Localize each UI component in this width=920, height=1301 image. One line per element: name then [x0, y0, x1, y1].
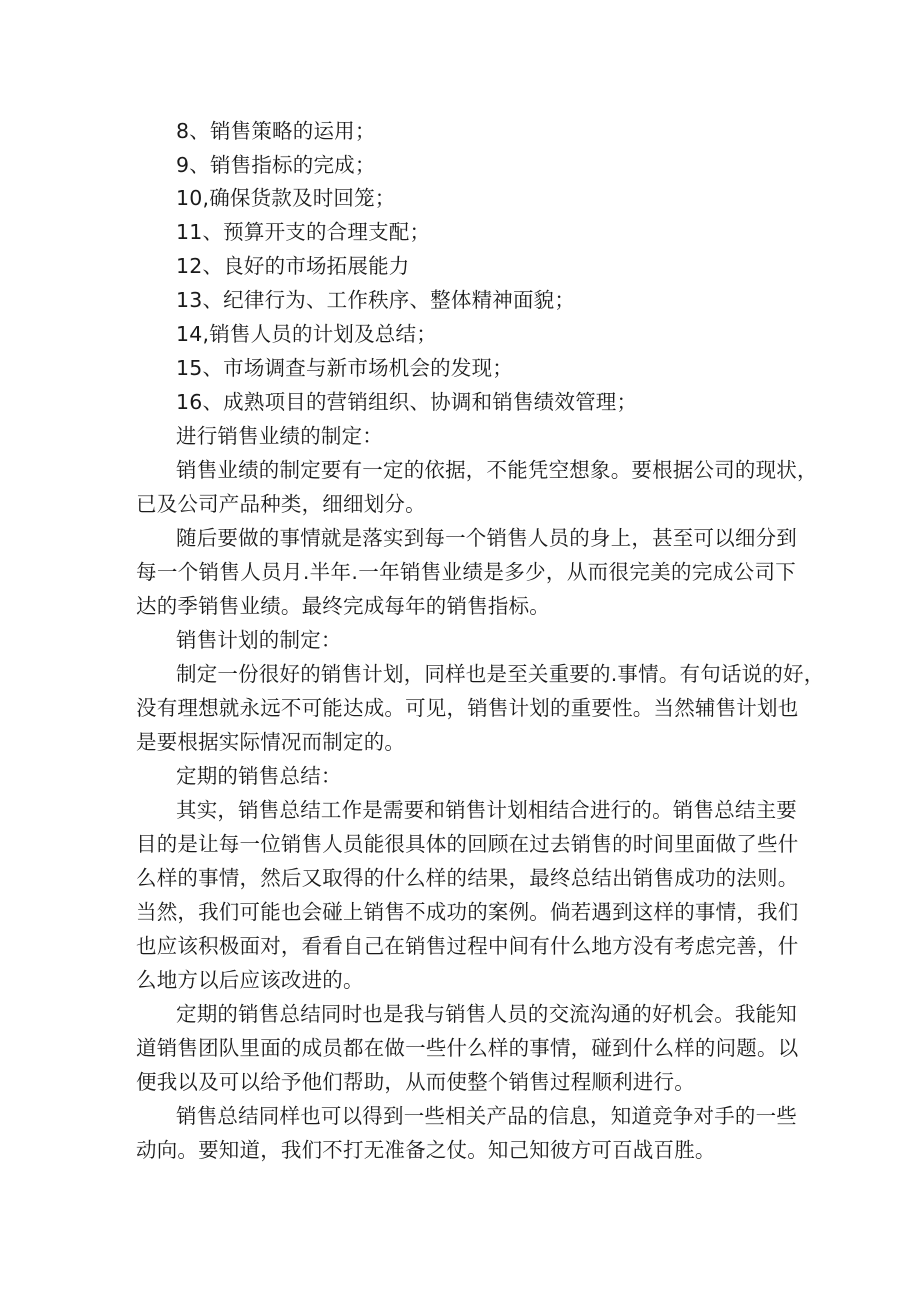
list-item: 8、销售策略的运用； [176, 119, 376, 143]
paragraph-line: 也应该积极面对，看看自己在销售过程中间有什么地方没有考虑完善，什 [136, 934, 799, 958]
list-item: 16、成熟项目的营销组织、协调和销售绩效管理； [176, 390, 638, 414]
paragraph-line: 便我以及可以给予他们帮助，从而使整个销售过程顺利进行。 [136, 1070, 695, 1094]
paragraph-line: 么地方以后应该改进的。 [136, 968, 364, 992]
section-heading: 进行销售业绩的制定： [176, 424, 383, 448]
paragraph-line: 没有理想就永远不可能达成。可见，销售计划的重要性。当然辅售计划也 [136, 696, 799, 720]
list-item: 9、销售指标的完成； [176, 153, 376, 177]
list-item: 13、纪律行为、工作秩序、整体精神面貌； [176, 288, 576, 312]
list-item: 15、市场调查与新市场机会的发现； [176, 356, 513, 380]
paragraph-line: 么样的事情，然后又取得的什么样的结果，最终总结出销售成功的法则。 [136, 866, 799, 890]
list-item: 14,销售人员的计划及总结； [176, 322, 437, 346]
list-item: 12、良好的市场拓展能力 [176, 254, 410, 278]
paragraph-line: 是要根据实际情况而制定的。 [136, 730, 406, 754]
list-item: 11、预算开支的合理支配； [176, 220, 431, 244]
section-heading: 销售计划的制定： [176, 628, 342, 652]
paragraph-line: 定期的销售总结同时也是我与销售人员的交流沟通的好机会。我能知 [176, 1002, 797, 1026]
paragraph-line: 销售总结同样也可以得到一些相关产品的信息，知道竞争对手的一些 [176, 1104, 797, 1128]
paragraph-line: 当然，我们可能也会碰上销售不成功的案例。倘若遇到这样的事情，我们 [136, 900, 799, 924]
paragraph-line: 制定一份很好的销售计划，同样也是至关重要的.事情。有句话说的好， [176, 662, 825, 686]
paragraph-line: 随后要做的事情就是落实到每一个销售人员的身上，甚至可以细分到 [176, 526, 797, 550]
paragraph-line: 销售业绩的制定要有一定的依据，不能凭空想象。要根据公司的现状， [176, 458, 818, 482]
section-heading: 定期的销售总结： [176, 764, 342, 788]
paragraph-line: 动向。要知道，我们不打无准备之仗。知己知彼方可百战百胜。 [136, 1138, 716, 1162]
paragraph-line: 目的是让每一位销售人员能很具体的回顾在过去销售的时间里面做了些什 [136, 832, 799, 856]
paragraph-line: 道销售团队里面的成员都在做一些什么样的事情，碰到什么样的问题。以 [136, 1036, 799, 1060]
paragraph-line: 其实，销售总结工作是需要和销售计划相结合进行的。销售总结主要 [176, 798, 797, 822]
paragraph-line: 每一个销售人员月.半年.一年销售业绩是多少，从而很完美的完成公司下 [136, 560, 796, 584]
paragraph-line: 达的季销售业绩。最终完成每年的销售指标。 [136, 594, 550, 618]
paragraph-line: 已及公司产品种类，细细划分。 [136, 492, 426, 516]
list-item: 10,确保货款及时回笼； [176, 186, 396, 210]
